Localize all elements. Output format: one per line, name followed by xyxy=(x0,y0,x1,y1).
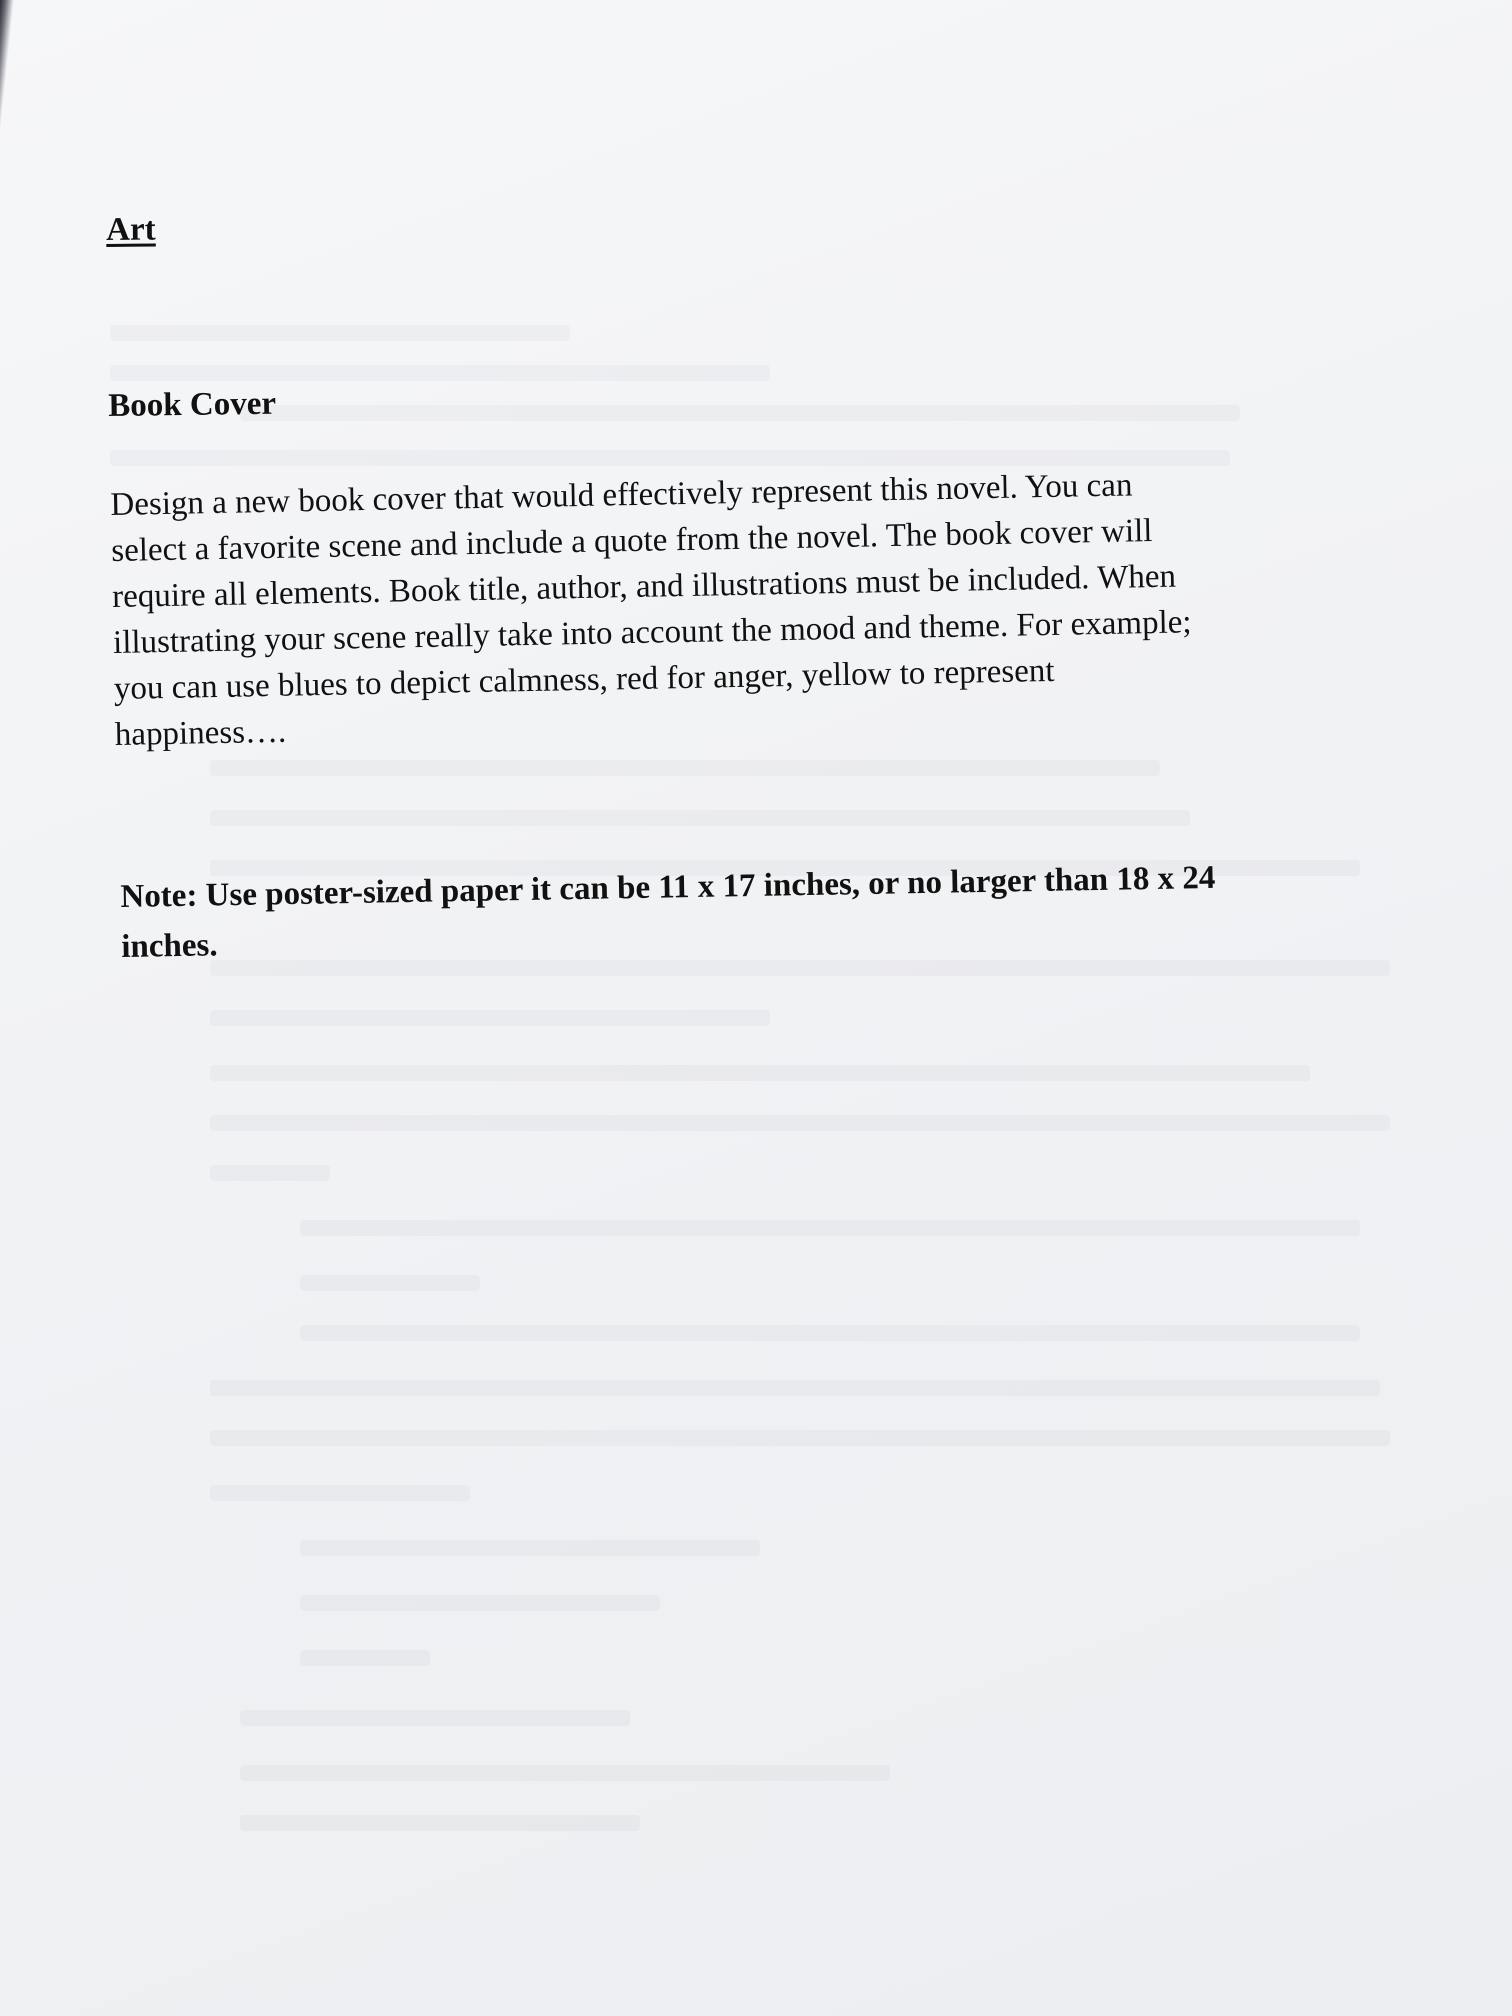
subject-heading: Art xyxy=(106,211,156,248)
note-line: Note: Use poster-sized paper it can be 11 x 17 inches, or no larger than 18 x 24 xyxy=(120,859,1216,915)
description-line: Design a new book cover that would effectively represent this novel. You can xyxy=(110,467,1133,523)
section-title: Book Cover xyxy=(108,385,277,424)
description-line: happiness…. xyxy=(114,713,287,753)
assignment-description xyxy=(110,458,1375,758)
description-line: illustrating your scene really take into account the mood and theme. For example; xyxy=(112,604,1192,661)
description-line: select a favorite scene and include a quote from the novel. The book cover will xyxy=(110,513,1153,569)
paper-size-note xyxy=(120,849,1422,972)
description-line: require all elements. Book title, author, and illustrations must be included. When xyxy=(111,558,1177,615)
description-line: you can use blues to depict calmness, red for anger, yellow to represent xyxy=(113,652,1055,707)
note-line: inches. xyxy=(120,927,218,965)
